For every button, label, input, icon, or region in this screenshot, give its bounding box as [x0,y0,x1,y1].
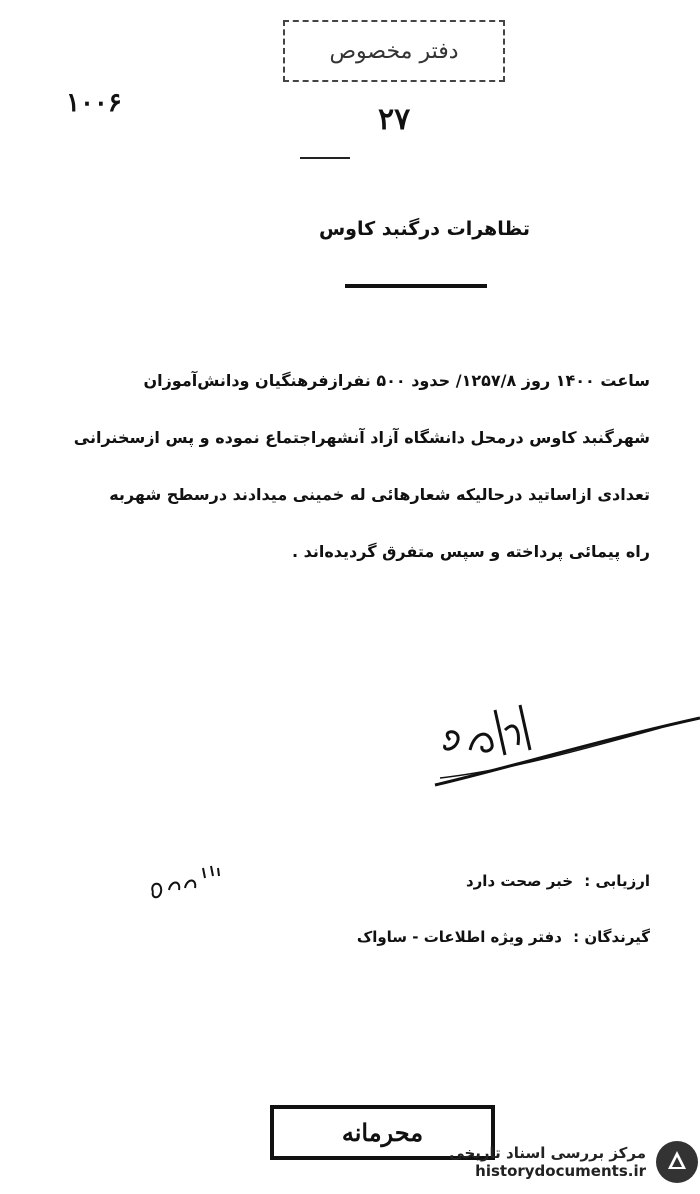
watermark-url: historydocuments.ir [475,1162,646,1180]
report-body [70,352,650,580]
archive-logo-icon [654,1139,700,1185]
body-line: ساعت ۱۴۰۰ روز ۱۲۵۷/۸/ حدود ۵۰۰ نفرازفرهنگیان ودانش‌آموزان [143,371,650,390]
short-divider [300,157,350,159]
document-number: ۱۰۰۶ [66,88,122,118]
watermark-title: مرکز بررسی اسناد تاریخی [449,1144,646,1162]
evaluation-label: ارزیابی : [584,872,650,890]
confidential-stamp-text: محرمانه [341,1118,424,1147]
title-underline [345,284,487,288]
body-line: شهرگنبد کاوس درمحل دانشگاه آزاد آنشهراجتماع نموده و پس ازسخنرانی [73,428,650,447]
top-stamp [283,20,505,82]
recipients-label: گیرندگان : [573,928,650,946]
evaluation-value: خبر صحت دارد [465,872,574,890]
evaluation-line [460,872,650,890]
body-line: تعدادی ازاساتید درحالیکه شعارهائی له خمینی میدادند درسطح شهربه [109,485,650,504]
page-number: ۲۷ [378,102,411,137]
watermark [410,1130,700,1194]
document-title: تظاهرات درگنبد کاوس [318,218,530,240]
recipients-line [351,928,650,946]
body-line: راه پیمائی پرداخته و سپس متفرق گردیده‌اند . [291,542,650,561]
top-stamp-text: دفتر مخصوص [329,38,459,64]
recipients-value: دفتر ویژه اطلاعات - ساواک [356,928,562,946]
handwritten-signature [420,700,700,800]
handwritten-note [145,862,225,907]
